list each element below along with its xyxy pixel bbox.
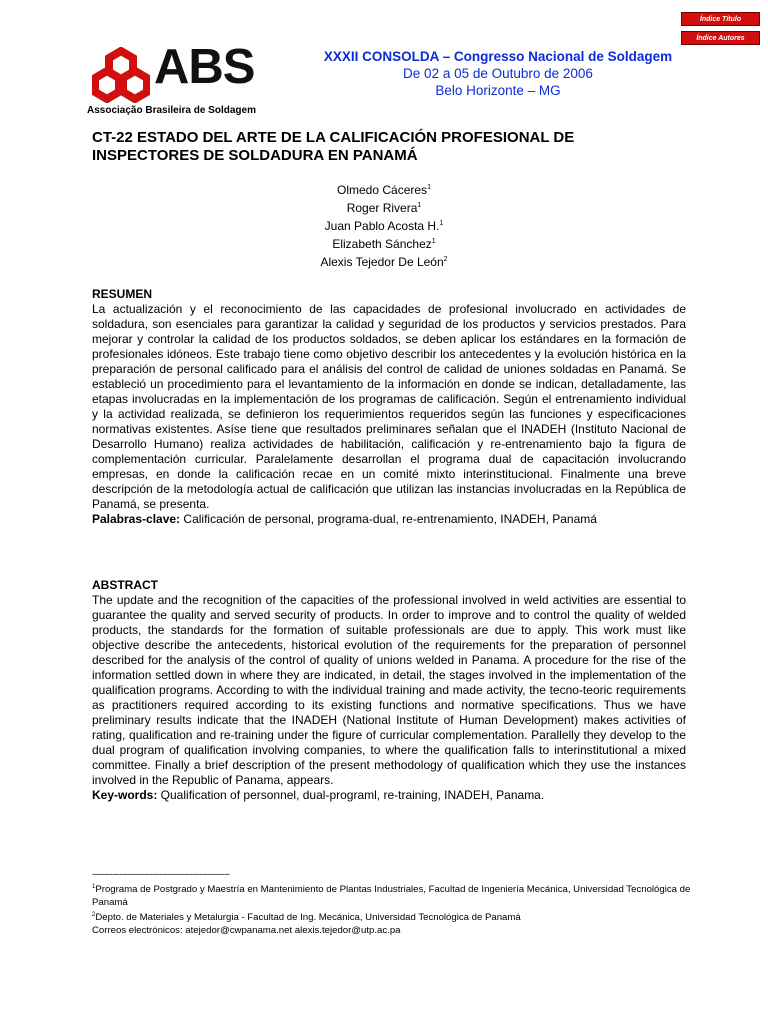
footnote-1: $^1$Programa de Postgrado y Maestría en Mantenimiento de Plantas Industriales, Facultad de Ingeniería Mecánica, Universidad Tecnológica de Panamá: [92, 884, 691, 909]
abstract-section: [92, 578, 686, 803]
footnote-2: $^2$Depto. de Materiales y Metalurgia - Facultad de Ing. Mecánica, Universidad Tecnológica de Panamá: [92, 912, 521, 924]
footnote-rule: -------------------------------------------------------: [92, 869, 230, 879]
abstract-heading: ABSTRACT: [92, 578, 158, 592]
footnotes: [92, 881, 692, 937]
indice-autores-button[interactable]: Índice Autores: [681, 31, 760, 45]
conference-name: XXXII CONSOLDA – Congresso Nacional de Soldagem: [323, 49, 673, 64]
conference-dates: De 02 a 05 de Outubro de 2006: [403, 66, 593, 81]
abstract-keywords: Key-words: Qualification of personnel, dual-programl, re-training, INADEH, Panama.: [92, 788, 545, 802]
resumen-heading: RESUMEN: [92, 287, 153, 301]
resumen-keywords: Palabras-clave: Calificación de personal, programa-dual, re-entrenamiento, INADEH, Panamá: [92, 512, 597, 526]
abstract-body: The update and the recognition of the capacities of the professional involved in weld activities are essential to guarantee the quality and served security of products. In order to improve and to control the quality of welded products, the standards for the formation of suitable professionals are due to apply. This work must like objective describe the antecedents, historical evolution of the requirements for the preparation of personnel described for the analysis of the control of quality of unions welded in Panama. A procedure for the rise of the information settled down in where they are indicated, in detail, the stages involved in the implementation of the qualification programs. According to with the individual training and made activity, the tecno-teoric requirements as practitioners required according to its existing functions and normative specifications. Thus we have preliminary results indicate that the INADEH (National Institute of Human Development) makes activities of rating, qualification and re-training under the figure of curricular complementation. Parallelly they develop to the dual program of qualification involving companies, to where the qualification falls to interinstitutional a mixed committee. Finally a brief description of the present methodology of qualification which they use the instances involved in the Republic of Panama, appears.: [92, 593, 686, 787]
abs-logo: [87, 40, 262, 118]
indice-titulo-button[interactable]: Índice Título: [681, 12, 760, 26]
resumen-section: [92, 287, 686, 527]
conference-location: Belo Horizonte – MG: [435, 83, 561, 98]
resumen-body: La actualización y el reconocimiento de las capacidades de profesional involucrado en actividades de soldadura, son esenciales para garantizar la calidad y seguridad de los productos y servicios prestados. Para mejorar y controlar la calidad de los productos soldados, se deben aplicar los estándares en la formación de profesionales idóneos. Este trabajo tiene como objetivo describir los antecedentes y la evolución histórica en la preparación de personal calificado para el análisis del control de calidad de uniones soldadas en Panamá. Se estableció un procedimiento para el levantamiento de la información en donde se indican, detalladamente, las etapas involucradas en la implementación de los programas de calificación. Según el entrenamiento individual y la actividad realizada, se definieron los requerimientos requeridos según las funciones y especificaciones normativas existentes. Asíse tiene que resultados preliminares señalan que el INADEH (Instituto Nacional de Desarrollo Humano) realiza actividades de habilitación, calificación y re-entrenamiento bajo la figura de complementación curricular. Paralelamente desarrollan el programa dual de capacitación involucrando empresas, en donde la calificación recae en un comité mixto interinstitucional. Finalmente una breve descripción de la metodología actual de calificación que utilizan las instancias involucradas en la República de Panamá, se presenta.: [92, 302, 686, 511]
abs-logo-mark-icon: [92, 47, 150, 103]
author: Alexis Tejedor De León$^2$: [320, 255, 448, 269]
author: Elizabeth Sánchez$^1$: [332, 237, 436, 251]
author: Olmedo Cáceres$^1$: [337, 183, 431, 197]
logo-abs-text: ABS: [154, 40, 255, 94]
conference-header: [283, 48, 713, 99]
contact-emails: Correos electrónicos: atejedor@cwpanama.net alexis.tejedor@utp.ac.pa: [92, 925, 401, 937]
author-list: [92, 180, 676, 270]
author: Roger Rivera$^1$: [346, 201, 422, 215]
author: Juan Pablo Acosta H.$^1$: [324, 219, 444, 233]
logo-subtitle: Associação Brasileira de Soldagem: [87, 105, 256, 116]
paper-title: CT-22 ESTADO DEL ARTE DE LA CALIFICACIÓN PROFESIONAL DE INSPECTORES DE SOLDADURA EN PANAMÁ: [92, 129, 575, 164]
